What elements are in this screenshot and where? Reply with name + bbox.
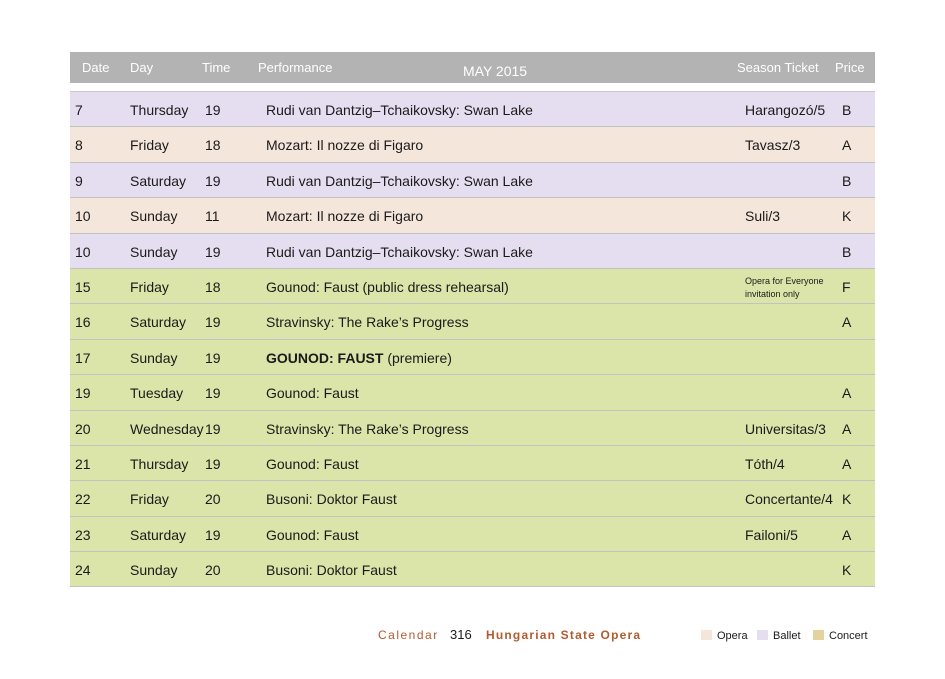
cell-price: K — [842, 208, 852, 225]
cell-performance — [266, 350, 452, 366]
cell-date: 19 — [75, 385, 91, 402]
table-header — [70, 52, 875, 83]
cell-price: A — [842, 137, 852, 154]
table-row — [70, 92, 875, 127]
header-season-ticket: Season Ticket — [737, 60, 819, 75]
cell-performance: Rudi van Dantzig–Tchaikovsky: Swan Lake — [266, 243, 533, 260]
cell-price: B — [842, 102, 852, 118]
header-month: MAY 2015 — [463, 63, 528, 79]
cell-performance: Stravinsky: The Rake’s Progress — [266, 420, 469, 437]
cell-date: 23 — [75, 526, 91, 543]
cell-day: Saturday — [130, 314, 187, 331]
legend-label-opera: Opera — [717, 630, 748, 642]
footer-organization: Hungarian State Opera — [486, 628, 642, 642]
cell-performance: Gounod: Faust — [266, 455, 359, 472]
header-price: Price — [835, 60, 865, 75]
cell-day: Tuesday — [130, 385, 184, 402]
cell-performance: Mozart: Il nozze di Figaro — [266, 208, 424, 225]
cell-date: 20 — [75, 420, 91, 437]
header-performance: Performance — [258, 60, 333, 75]
cell-date: 9 — [75, 172, 83, 189]
table-row — [70, 411, 875, 446]
header-time: Time — [202, 60, 231, 75]
header-day: Day — [130, 60, 154, 75]
legend-label-ballet: Ballet — [773, 630, 801, 642]
legend-swatch-concert — [813, 630, 824, 640]
cell-date: 21 — [75, 455, 91, 472]
cell-date: 22 — [75, 491, 91, 508]
cell-time: 19 — [205, 526, 221, 543]
legend-label-concert: Concert — [829, 630, 868, 642]
cell-time: 19 — [205, 455, 221, 472]
legend-opera — [701, 630, 748, 642]
cell-day: Saturday — [130, 526, 187, 543]
cell-performance: Busoni: Doktor Faust — [266, 491, 397, 508]
cell-date: 16 — [75, 314, 91, 331]
cell-time: 20 — [205, 491, 221, 508]
cell-price: A — [842, 526, 852, 543]
cell-season-ticket: Tóth/4 — [745, 455, 785, 472]
cell-day: Thursday — [130, 455, 189, 472]
schedule-table — [70, 92, 875, 587]
cell-day: Friday — [130, 491, 169, 508]
cell-time: 19 — [205, 349, 221, 366]
premiere-title: GOUNOD: FAUST — [266, 349, 384, 366]
cell-date: 8 — [75, 137, 83, 154]
table-row — [70, 234, 875, 269]
table-row — [70, 163, 875, 198]
cell-time: 19 — [205, 314, 221, 331]
cell-season-ticket: Harangozó/5 — [745, 102, 826, 118]
cell-day: Sunday — [130, 562, 178, 579]
table-row — [70, 198, 875, 233]
cell-day: Saturday — [130, 172, 187, 189]
legend-swatch-opera — [701, 630, 712, 640]
table-row — [70, 552, 875, 587]
cell-performance: Gounod: Faust — [266, 526, 359, 543]
cell-price: A — [842, 385, 852, 402]
cell-price: F — [842, 278, 851, 295]
table-row — [70, 446, 875, 481]
table-row — [70, 481, 875, 516]
cell-season-ticket: Suli/3 — [745, 208, 781, 225]
cell-price: A — [842, 314, 852, 331]
legend-ballet — [757, 630, 801, 642]
cell-time: 11 — [205, 208, 220, 225]
cell-date: 24 — [75, 562, 91, 579]
cell-time: 19 — [205, 102, 221, 118]
cell-time: 18 — [205, 278, 221, 295]
cell-time: 19 — [205, 172, 221, 189]
cell-performance: Stravinsky: The Rake’s Progress — [266, 314, 469, 331]
cell-date: 15 — [75, 278, 91, 295]
cell-season-ticket: Opera for Everyone invitation only — [745, 275, 824, 299]
cell-time: 19 — [205, 420, 221, 437]
cell-season-ticket: Tavasz/3 — [745, 137, 801, 154]
cell-date: 7 — [75, 102, 83, 118]
cell-price: A — [842, 420, 852, 437]
table-row — [70, 127, 875, 162]
cell-performance: Rudi van Dantzig–Tchaikovsky: Swan Lake — [266, 102, 533, 118]
header-date: Date — [82, 60, 110, 75]
cell-day: Thursday — [130, 102, 189, 118]
cell-performance: Rudi van Dantzig–Tchaikovsky: Swan Lake — [266, 172, 533, 189]
table-row — [70, 517, 875, 552]
footer-section-label: Calendar — [378, 628, 439, 642]
table-row — [70, 304, 875, 339]
cell-day: Wednesday — [130, 420, 204, 437]
cell-time: 20 — [205, 562, 221, 579]
legend-swatch-ballet — [757, 630, 768, 640]
page-number: 316 — [450, 627, 472, 642]
cell-date: 10 — [75, 208, 91, 225]
table-row — [70, 375, 875, 410]
cell-price: K — [842, 562, 852, 579]
cell-performance: Gounod: Faust — [266, 385, 359, 402]
cell-date: 17 — [75, 349, 91, 366]
cell-time: 18 — [205, 137, 221, 154]
cell-day: Friday — [130, 278, 169, 295]
cell-date: 10 — [75, 243, 91, 260]
cell-price: A — [842, 455, 852, 472]
cell-performance: Gounod: Faust (public dress rehearsal) — [266, 278, 509, 295]
premiere-note: (premiere) — [383, 349, 452, 366]
cell-performance: Mozart: Il nozze di Figaro — [266, 137, 424, 154]
cell-price: K — [842, 491, 852, 508]
legend-concert — [813, 630, 868, 642]
cell-time: 19 — [205, 385, 221, 402]
cell-season-ticket: Failoni/5 — [745, 526, 798, 543]
cell-season-ticket: Universitas/3 — [745, 420, 826, 437]
table-row — [70, 269, 875, 304]
cell-time: 19 — [205, 243, 221, 260]
cell-day: Sunday — [130, 243, 178, 260]
cell-day: Sunday — [130, 349, 178, 366]
cell-day: Sunday — [130, 208, 178, 225]
cell-price: B — [842, 172, 852, 189]
cell-season-ticket: Concertante/4 — [745, 491, 833, 508]
table-row — [70, 340, 875, 375]
cell-day: Friday — [130, 137, 169, 154]
page-footer — [0, 626, 945, 646]
cell-price: B — [842, 243, 852, 260]
cell-performance: Busoni: Doktor Faust — [266, 562, 397, 579]
